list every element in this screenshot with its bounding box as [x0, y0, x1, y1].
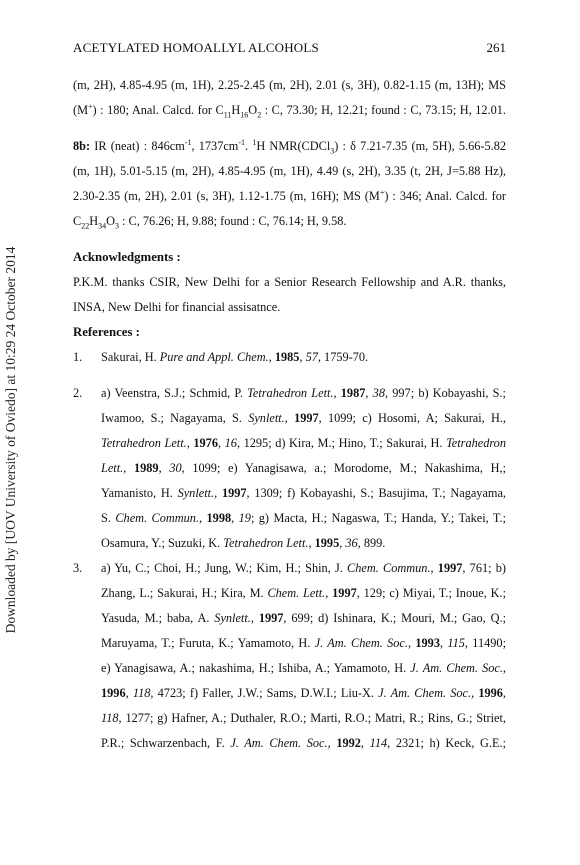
text-line: 1996, 118, 4723; f) Faller, J.W.; Sams, D.W.I.; Liu-X. J. Am. Chem. Soc., 1996, [101, 686, 506, 700]
references-heading: References : [73, 325, 140, 339]
acknowledgments-heading: Acknowledgments : [73, 250, 181, 264]
page-number: 261 [486, 40, 506, 55]
text-line: (m, 2H), 4.85-4.95 (m, 1H), 2.25-2.45 (m, 2H), 2.01 (s, 3H), 0.82-1.15 (m, 13H); MS [73, 78, 506, 92]
text-line: (m, 1H), 5.01-5.15 (m, 2H), 4.85-4.95 (m, 1H), 4.49 (s, 2H), 3.35 (t, 2H, J=5.88 Hz), [73, 164, 506, 178]
text-line: Yasuda, M.; baba, A. Synlett., 1997, 699; d) Ishinara, K.; Mouri, M.; Gao, Q.; [101, 611, 506, 625]
references-section [73, 320, 506, 756]
spectral-data-paragraph [73, 73, 506, 123]
compound-label: 8b: [73, 139, 91, 153]
text-line: Yamanisto, H. Synlett., 1997, 1309; f) Kobayashi, S.; Basujima, T.; Nagayama, [101, 486, 506, 500]
text-line: Maruyama, T.; Furuta, K.; Yamamoto, H. J. Am. Chem. Soc., 1993, 115, 11490; [101, 636, 506, 650]
text-line: INSA, New Delhi for financial assisatnce. [73, 300, 281, 314]
text-line: P.K.M. thanks CSIR, New Delhi for a Senior Research Fellowship and A.R. thanks, [73, 275, 506, 289]
running-title: ACETYLATED HOMOALLYL ALCOHOLS [73, 40, 319, 55]
download-watermark-text: Downloaded by [UOV University of Oviedo] at 10:29 24 October 2014 [3, 246, 18, 634]
text-line: 2.30-2.35 (m, 2H), 2.01 (s, 3H), 1.12-1.75 (m, 16H); MS (M+) : 346; Anal. Calcd. for [73, 187, 506, 203]
reference-item [73, 556, 506, 756]
text-line: 8b: IR (neat) : $846cm^{-1}$, $1737cm^{-1}$. $^1$H NMR(CDCl$_3$) : δ 7.21-7.35 (m, 5H), 5.66-5.82 [73, 137, 506, 156]
page-header [73, 40, 506, 60]
text-line: Tetrahedron Lett., 1976, 16, 1295; d) Kira, M.; Hino, T.; Sakurai, H. Tetrahedron [101, 436, 506, 450]
text-line: a) Veenstra, S.J.; Schmid, P. Tetrahedron Lett., 1987, 38, 997; b) Kobayashi, S.; [101, 386, 506, 400]
text-line: (M+) : 180; Anal. Calcd. for $C_{11}H_{16}O_2$ : C, 73.30; H, 12.21; found : C, 73.15; H, 12.01. [73, 101, 506, 120]
text-line: Iwamoo, S.; Nagayama, S. Synlett., 1997, 1099; c) Hosomi, A; Sakurai, H., [101, 411, 506, 425]
compound-8b-paragraph [73, 134, 506, 234]
text-line: e) Yanagisawa, A.; nakashima, H.; Ishiba, A.; Yamamoto, H. J. Am. Chem. Soc., [101, 661, 506, 675]
text-line: Zhang, L.; Sakurai, H.; Kira, M. Chem. Lett., 1997, 129; c) Miyai, T.; Inoue, K.; [101, 586, 506, 600]
download-watermark [2, 240, 20, 640]
page-body [73, 73, 506, 756]
reference-number: 3. [73, 561, 83, 575]
text-line: a) Yu, C.; Choi, H.; Jung, W.; Kim, H.; Shin, J. Chem. Commun., 1997, 761; b) [101, 561, 506, 575]
text-line: Sakurai, H. Pure and Appl. Chem., 1985, 57, 1759-70. [101, 350, 369, 364]
reference-item [73, 381, 506, 556]
text-line: $C_{22}H_{34}O_3$ : C, 76.26; H, 9.88; found : C, 76.14; H, 9.58. [73, 214, 347, 231]
text-line: 118, 1277; g) Hafner, A.; Duthaler, R.O.; Marti, R.O.; Matri, R.; Rins, G.; Striet, [101, 711, 506, 725]
text-line: S. Chem. Commun., 1998, 19; g) Macta, H.; Nagaswa, T.; Handa, Y.; Takei, T.; [101, 511, 506, 525]
reference-number: 1. [73, 350, 83, 364]
reference-item [73, 345, 506, 370]
reference-number: 2. [73, 386, 83, 400]
acknowledgments-section [73, 245, 506, 320]
text-line: Lett., 1989, 30, 1099; e) Yanagisawa, a.; Morodome, M.; Nakashima, H,; [101, 461, 506, 475]
text-line: Osamura, Y.; Suzuki, K. Tetrahedron Lett., 1995, 36, 899. [101, 536, 386, 550]
text-line: P.R.; Schwarzenbach, F. J. Am. Chem. Soc., 1992, 114, 2321; h) Keck, G.E.; [101, 736, 506, 750]
